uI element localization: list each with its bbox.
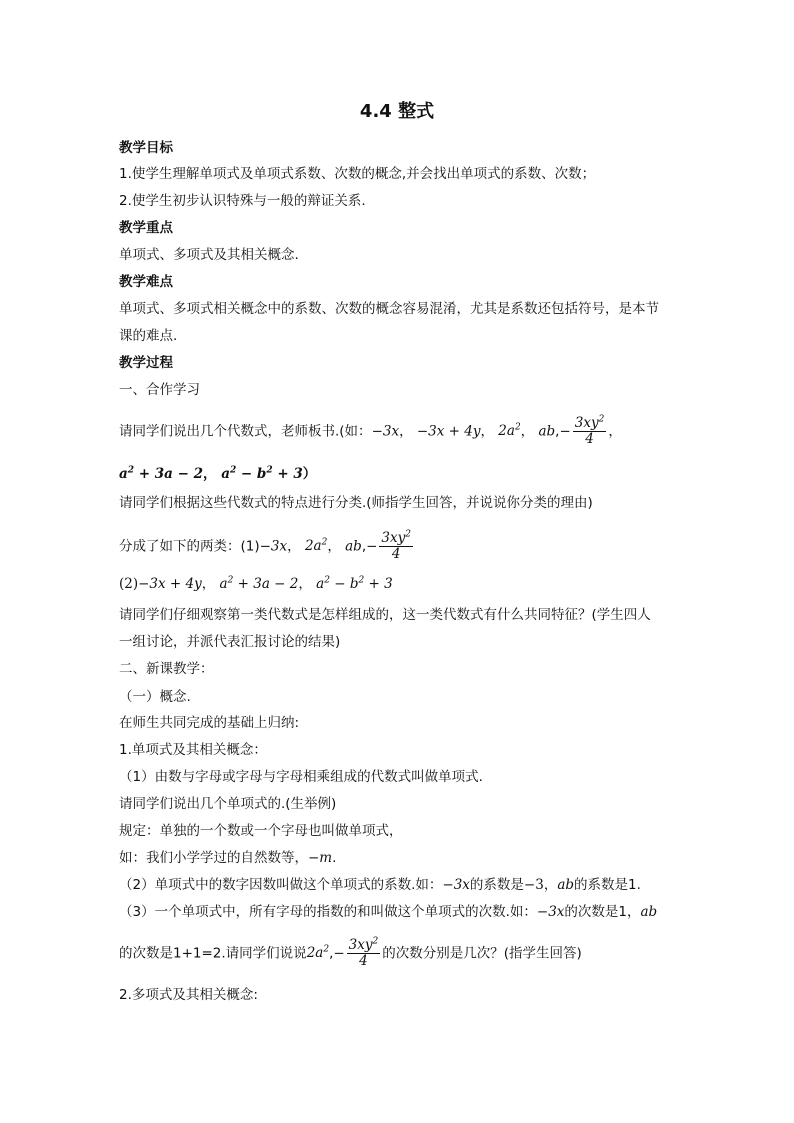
goal-1: 1.使学生理解单项式及单项式系数、次数的概念,并会找出单项式的系数、次数； xyxy=(119,166,596,182)
key-point-1: 单项式、多项式及其相关概念. xyxy=(119,247,299,263)
heading-teaching-goals: 教学目标 xyxy=(119,140,173,156)
page-title: 4.4 整式 xyxy=(359,101,435,122)
heading-difficulties: 教学难点 xyxy=(119,274,173,290)
expr-neg-m: −m xyxy=(308,850,333,866)
expr-a2-plus-3a-minus-2: $a^2 + 3a - 2$ xyxy=(119,465,203,482)
observe-line-1: 请同学们仔细观察第一类代数式是怎样组成的，这一类代数式有什么共同特征？(学生四人 xyxy=(119,607,651,623)
heading-process: 教学过程 xyxy=(119,355,173,371)
monomial-title: 1.单项式及其相关概念： xyxy=(119,742,267,758)
g2-a2-plus-3a-minus-2: $a^2 + 3a - 2$ xyxy=(219,575,299,592)
goal-2: 2.使学生初步认识特殊与一般的辩证关系. xyxy=(119,193,366,209)
subsection-1-heading: （一）概念. xyxy=(119,689,191,705)
ask-expressions-line: 请同学们说出几个代数式，老师板书.(如：−3x， −3x + 4y， $2a^2$， ab,− $\frac{3xy^2}{4}$ ， xyxy=(119,414,622,447)
definition-1: （1）由数与字母或字母与字母相乘组成的代数式叫做单项式. xyxy=(119,769,483,785)
example-line: 如：我们小学学过的自然数等，−m. xyxy=(119,850,337,866)
minus-sign: − xyxy=(559,423,571,440)
d2-ab: ab xyxy=(557,877,575,893)
difficulty-line-1: 单项式、多项式相关概念中的系数、次数的概念容易混淆，尤其是系数还包括符号，是本节 xyxy=(119,301,659,317)
g2-a2-minus-b2-plus-3: $a^2 - b^2 + 3$ xyxy=(316,575,393,592)
expressions-line-2: $a^2 + 3a - 2$， $a^2 - b^2 + 3$） xyxy=(119,465,317,482)
g2-neg3x-plus-4y: −3x + 4y xyxy=(138,576,202,592)
g1-ab: ab xyxy=(345,538,362,555)
expr-2a-squared: $2a^2$ xyxy=(498,422,521,440)
d3-ab: ab xyxy=(640,904,658,920)
d2-neg3x: −3x xyxy=(442,877,470,893)
expr-ab: ab xyxy=(538,423,556,440)
g1-fraction: $\frac{3xy^2}{4}$ xyxy=(381,529,411,562)
d3b-fraction: $\frac{3xy^2}{4}$ xyxy=(348,936,379,969)
definition-3: （3）一个单项式中，所有字母的指数的和叫做这个单项式的次数.如：−3x的次数是1，ab xyxy=(119,904,658,920)
d3b-2a-squared: $2a^2$ xyxy=(306,944,330,962)
definition-3-continued: 的次数是1+1=2.请同学们说说$2a^2,-$ $\frac{3xy^2}{4}$ 的次数分别是几次？(指学生回答) xyxy=(119,936,582,969)
section-2-heading: 二、新课教学： xyxy=(119,661,214,677)
expr-a2-minus-b2-plus-3: $a^2 - b^2 + 3$ xyxy=(221,465,303,482)
expr-neg3x-plus-4y: −3x + 4y xyxy=(416,423,481,440)
classify-line: 请同学们根据这些代数式的特点进行分类.(师指学生回答，并说说你分类的理由) xyxy=(119,495,593,511)
fraction-3xy2-over-4: $\frac{3xy^2}{4}$ xyxy=(574,414,605,447)
ask-text: 请同学们说出几个代数式，老师板书.(如： xyxy=(119,423,372,440)
g1-minus: − xyxy=(366,538,378,555)
heading-key-points: 教学重点 xyxy=(119,220,173,236)
d3b-minus: − xyxy=(333,945,345,962)
polynomial-title: 2.多项式及其相关概念: xyxy=(119,987,258,1003)
g1-neg3x: −3x xyxy=(259,538,288,555)
group-2-line: (2)−3x + 4y， $a^2 + 3a - 2$， $a^2 - b^2 + 3$ xyxy=(119,575,393,592)
d3-neg3x: −3x xyxy=(536,904,565,920)
g1-2a-squared: $2a^2$ xyxy=(304,537,328,555)
definition-2: （2）单项式中的数字因数叫做这个单项式的系数.如：−3x的系数是−3，ab的系数是1. xyxy=(119,877,641,893)
difficulty-line-2: 课的难点. xyxy=(119,328,178,344)
section-1-heading: 一、合作学习 xyxy=(119,382,200,398)
ask-monomial-line: 请同学们说出几个单项式的.(生举例) xyxy=(119,796,337,812)
d2-neg3: −3 xyxy=(523,877,544,893)
expr-neg3x: −3x xyxy=(371,423,400,440)
group-1-line: 分成了如下的两类：(1)−3x， $2a^2$， ab,− $\frac{3xy^2}{4}$ xyxy=(119,529,411,562)
summary-line: 在师生共同完成的基础上归纳: xyxy=(119,715,300,731)
observe-line-2: 一组讨论，并派代表汇报讨论的结果) xyxy=(119,634,341,650)
rule-line: 规定：单独的一个数或一个字母也叫做单项式， xyxy=(119,823,403,839)
